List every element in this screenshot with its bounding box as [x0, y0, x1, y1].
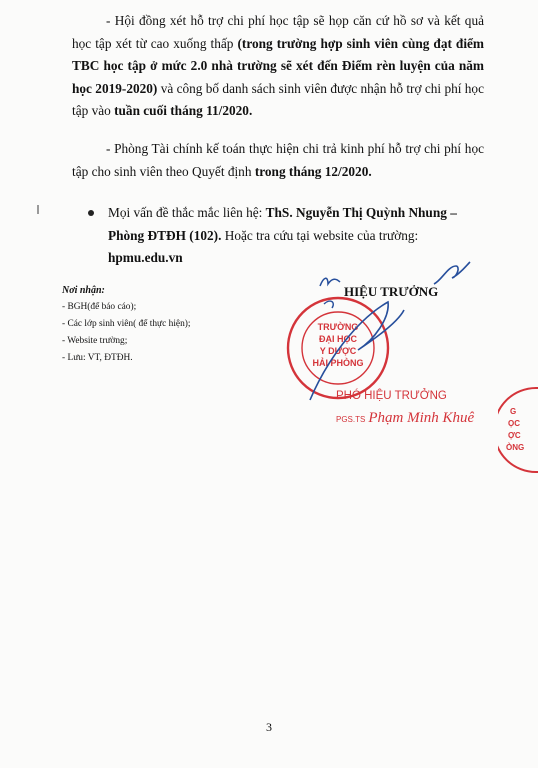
- partial-stamp-line: ỌC: [508, 419, 520, 428]
- scan-speck: [37, 205, 39, 214]
- initial-mark-icon: [318, 274, 344, 290]
- p1-text-bold-b: (trong trường hợp sinh viên cùng đạt điểm TBC học tập ở mức 2.0 nhà trường sẽ xét đến Điểm rèn luyện của năm học 2019-2020): [72, 35, 485, 96]
- recipient-item: - Các lớp sinh viên( để thực hiện);: [62, 319, 191, 329]
- partial-stamp-line: ỢC: [508, 431, 521, 440]
- bullet-dot-icon: [88, 210, 94, 216]
- p1-text-bold-d: tuần cuối tháng 11/2020.: [114, 103, 253, 119]
- p2-text-bold-b: trong tháng 12/2020.: [254, 163, 372, 179]
- signatory-name-text: Phạm Minh Khuê: [368, 410, 475, 426]
- recipient-item: - Website trường;: [62, 336, 128, 346]
- website-text: hpmu.edu.vn: [108, 250, 183, 266]
- signature-flourish-icon: [432, 260, 472, 288]
- contact-paragraph: [108, 202, 488, 270]
- contact-text-a: Mọi vấn đề thắc mắc liên hệ:: [108, 205, 266, 220]
- partial-stamp-line: ÒNG: [506, 443, 525, 452]
- paragraph-council: [72, 10, 484, 123]
- contact-text-c: Hoặc tra cứu tại website của trường:: [221, 227, 419, 243]
- recipient-item: - Lưu: VT, ĐTĐH.: [62, 353, 133, 363]
- page-number: 3: [266, 720, 272, 734]
- p1-text-c: và công bố danh sách sinh viên được nhận hỗ trợ chi phí học tập vào: [72, 80, 484, 119]
- p1-text-a: - Hội đồng xét hỗ trợ chi phí học tập sẽ họp căn cứ hồ sơ và kết quả học tập xét từ cao xuống thấp: [72, 13, 484, 51]
- stamp-line: Y DƯỢC: [319, 346, 357, 356]
- partial-stamp-icon: [498, 386, 538, 476]
- recipients-heading: Nơi nhận:: [62, 285, 105, 296]
- signatory-name: [336, 410, 474, 427]
- recipient-item: - BGH(để báo cáo);: [62, 302, 137, 312]
- stamp-line: TRƯỜNG: [317, 322, 359, 332]
- partial-stamp-line: G: [510, 407, 517, 416]
- p2-text-a: - Phòng Tài chính kế toán thực hiện chi trả kinh phí hỗ trợ chi phí học tập cho sinh viên theo Quyết định: [72, 141, 484, 179]
- recipients-block: [62, 282, 191, 367]
- stamp-line: HẢI PHÒNG: [312, 358, 364, 368]
- principal-title: HIỆU TRƯỞNG: [344, 284, 439, 299]
- stamp-line: ĐẠI HỌC: [319, 334, 357, 344]
- signatory-degree: PGS.TS: [336, 415, 366, 424]
- school-stamp-icon: [280, 292, 410, 422]
- contact-person: ThS. Nguyễn Thị Quỳnh Nhung – Phòng ĐTĐH (102).: [108, 205, 457, 243]
- paragraph-finance: [72, 138, 484, 183]
- vice-principal-title: PHÓ HIỆU TRƯỞNG: [336, 390, 447, 402]
